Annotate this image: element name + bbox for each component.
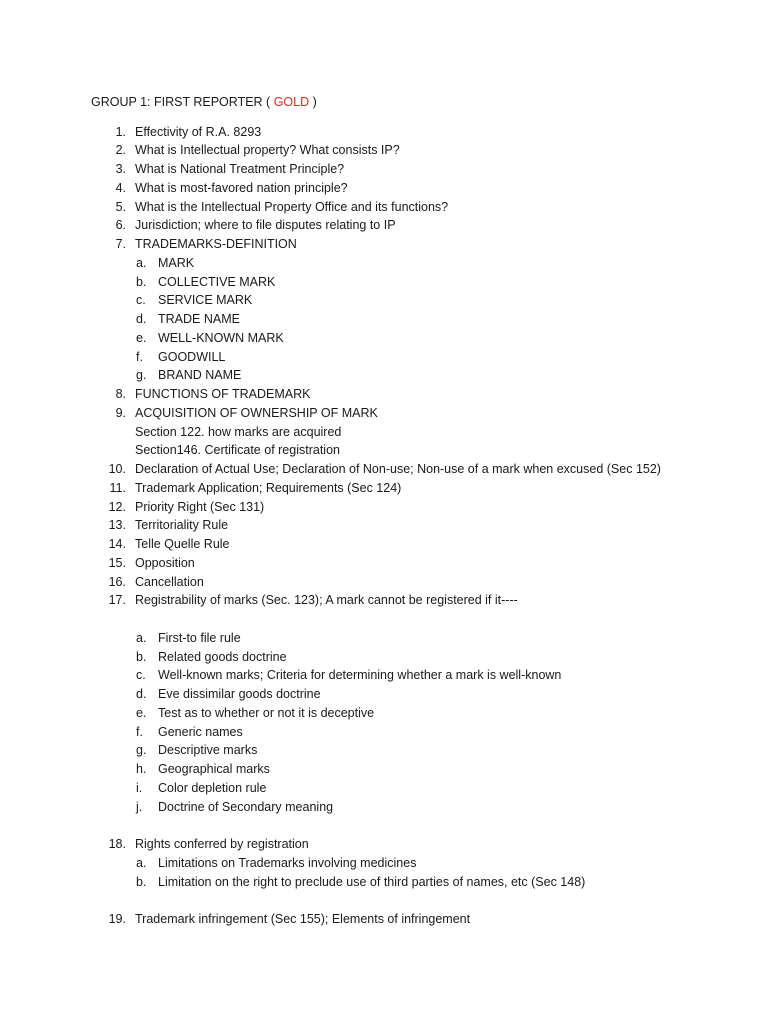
item-text: Test as to whether or not it is deceptive [158,705,375,720]
item-text: TRADEMARKS-DEFINITION [135,237,297,251]
item-text: Telle Quelle Rule [135,537,230,551]
item-text: Trademark Application; Requirements (Sec 124) [135,480,402,495]
item-text: Eve dissimilar goods doctrine [158,687,321,701]
item-marker: g. [136,368,147,383]
item-text: Section 122. how marks are acquired [135,424,342,439]
item-marker: 19. [108,912,126,926]
item-marker: e. [136,705,147,720]
item-marker: 9. [115,405,126,420]
item-text: Section146. Certificate of registration [135,443,340,458]
item-text: What is National Treatment Principle? [135,162,345,176]
item-text: GOODWILL [158,349,226,364]
item-marker: j. [136,799,143,814]
item-marker: c. [136,668,146,683]
item-marker: d. [136,312,147,326]
item-marker: a. [136,855,147,870]
item-marker: d. [136,687,147,701]
item-text: MARK [158,255,195,270]
item-text: Rights conferred by registration [135,837,309,851]
item-marker: 11. [109,480,126,495]
item-text: BRAND NAME [158,368,242,383]
item-text: Doctrine of Secondary meaning [158,799,334,814]
item-text: Descriptive marks [158,743,258,758]
item-text: Effectivity of R.A. 8293 [135,124,262,139]
item-text: Limitation on the right to preclude use of third parties of names, etc (Sec 148) [158,874,586,889]
item-marker: a. [136,255,147,270]
item-text: Well-known marks; Criteria for determining whether a mark is well-known [158,668,562,683]
item-text: Jurisdiction; where to file disputes relating to IP [135,218,396,233]
item-marker: 6. [115,218,126,233]
item-text: Geographical marks [158,762,270,776]
item-marker: g. [136,743,147,758]
item-text: Cancellation [135,574,204,589]
item-marker: 4. [115,180,126,195]
page-heading [91,94,317,110]
item-text: COLLECTIVE MARK [158,274,276,289]
item-marker: i. [136,780,143,795]
item-marker: 17. [108,593,126,608]
item-marker: b. [136,649,147,664]
item-text: Opposition [135,555,195,570]
item-marker: 14. [108,537,126,551]
item-marker: e. [136,330,147,345]
item-marker: 13. [108,518,126,533]
item-text: What is Intellectual property? What consists IP? [135,143,400,158]
item-text: TRADE NAME [158,312,240,326]
item-text: Territoriality Rule [135,518,229,533]
item-marker: 12. [108,499,126,514]
item-text: First-to file rule [158,630,241,645]
item-marker: 3. [115,162,126,176]
heading-prefix: GROUP 1: FIRST REPORTER ( [91,95,274,109]
item-marker: 5. [115,199,126,214]
item-text: SERVICE MARK [158,293,253,308]
item-marker: f. [136,724,143,739]
item-text: Trademark infringement (Sec 155); Elements of infringement [135,912,471,926]
item-marker: b. [136,274,147,289]
item-marker: h. [136,762,147,776]
item-text: Generic names [158,724,243,739]
item-text: Registrability of marks (Sec. 123); A mark cannot be registered if it---- [135,593,518,608]
item-marker: a. [136,630,147,645]
item-marker: b. [136,874,147,889]
item-text: Declaration of Actual Use; Declaration of Non-use; Non-use of a mark when excused (Sec 152) [135,462,661,476]
item-marker: 16. [108,574,126,589]
item-text: ACQUISITION OF OWNERSHIP OF MARK [135,405,378,420]
item-text: What is the Intellectual Property Office and its functions? [135,199,449,214]
item-marker: f. [136,349,143,364]
item-text: FUNCTIONS OF TRADEMARK [135,387,311,401]
item-marker: 10. [108,462,126,476]
heading-suffix: ) [309,95,317,109]
item-marker: 8. [115,387,126,401]
item-text: Related goods doctrine [158,649,287,664]
item-text: Color depletion rule [158,780,267,795]
item-marker: 18. [108,837,126,851]
item-marker: 15. [108,555,126,570]
item-marker: c. [136,293,146,308]
item-text: What is most-favored nation principle? [135,180,348,195]
item-text: Priority Right (Sec 131) [135,499,265,514]
item-marker: 7. [115,237,126,251]
item-marker: 2. [115,143,126,158]
item-text: Limitations on Trademarks involving medicines [158,855,417,870]
item-marker: 1. [115,124,126,139]
item-text: WELL-KNOWN MARK [158,330,284,345]
heading-highlight: GOLD [273,95,310,109]
